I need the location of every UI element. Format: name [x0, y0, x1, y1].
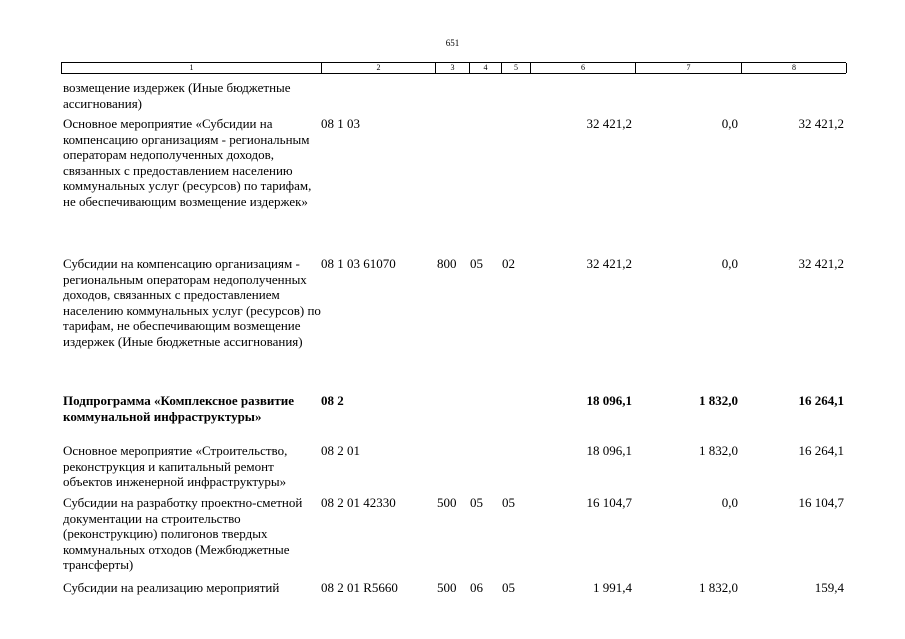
page-number: 651	[445, 38, 460, 48]
row-value-8: 159,4	[814, 580, 844, 595]
row-value-6: 32 421,2	[586, 256, 632, 271]
header-col-6: 6	[531, 63, 636, 73]
row-value-7: 1 832,0	[699, 393, 738, 408]
row-code: 08 2 01 42330	[321, 495, 396, 510]
row-value-6: 32 421,2	[586, 116, 632, 131]
row-col-3: 800	[437, 256, 457, 271]
header-col-3: 3	[436, 63, 470, 73]
row-value-8: 32 421,2	[798, 116, 844, 131]
row-code: 08 1 03 61070	[321, 256, 396, 271]
row-col-3: 500	[437, 580, 457, 595]
row-value-7: 1 832,0	[699, 580, 738, 595]
row-col-3: 500	[437, 495, 457, 510]
row-value-6: 16 104,7	[586, 495, 632, 510]
row-name: Подпрограмма «Комплексное развитие коммунальной инфраструктуры»	[63, 393, 295, 424]
row-code: 08 2	[321, 393, 344, 408]
header-col-4: 4	[470, 63, 502, 73]
row-value-7: 0,0	[721, 256, 738, 271]
header-col-7: 7	[636, 63, 742, 73]
row-value-7: 0,0	[721, 116, 738, 131]
row-code: 08 1 03	[321, 116, 360, 131]
row-code: 08 2 01 R5660	[321, 580, 398, 595]
row-value-7: 0,0	[721, 495, 738, 510]
row-col-5: 02	[502, 256, 515, 271]
row-value-6: 1 991,4	[593, 580, 632, 595]
row-name: Субсидии на реализацию мероприятий	[63, 580, 280, 595]
row-col-4: 05	[470, 495, 483, 510]
header-col-5: 5	[502, 63, 531, 73]
row-name: Основное мероприятие «Субсидии на компенсацию организациям - региональным операторам недополученных доходов, связанных с предоставлением населению коммунальных услуг (ресурсов) по тарифам, не обеспечивающим возмещение издержек»	[63, 116, 312, 209]
row-col-5: 05	[502, 495, 515, 510]
row-name: Субсидии на разработку проектно-сметной документации на строительство (реконструкцию) полигонов твердых коммунальных отходов (Межбюджетные трансферты)	[63, 495, 303, 573]
row-name: Субсидии на компенсацию организациям - региональным операторам недополученных доходов, связанных с предоставлением населению коммунальных услуг (ресурсов) по тарифам, не обеспечивающим возмещение издержек (Иные бюджетные ассигнования)	[63, 256, 321, 349]
row-value-8: 16 264,1	[798, 443, 844, 458]
header-col-2: 2	[322, 63, 436, 73]
header-col-1: 1	[62, 63, 322, 73]
row-col-4: 05	[470, 256, 483, 271]
row-name: Основное мероприятие «Строительство, реконструкция и капитальный ремонт объектов инженерной инфраструктуры»	[63, 443, 288, 490]
row-value-6: 18 096,1	[586, 393, 632, 408]
row-value-7: 1 832,0	[699, 443, 738, 458]
row-name: возмещение издержек (Иные бюджетные ассигнования)	[63, 80, 291, 111]
row-col-5: 05	[502, 580, 515, 595]
row-value-8: 16 264,1	[798, 393, 844, 408]
header-col-8: 8	[742, 63, 847, 73]
row-value-6: 18 096,1	[586, 443, 632, 458]
row-code: 08 2 01	[321, 443, 360, 458]
row-value-8: 16 104,7	[798, 495, 844, 510]
row-col-4: 06	[470, 580, 483, 595]
row-value-8: 32 421,2	[798, 256, 844, 271]
table-header	[61, 62, 846, 74]
